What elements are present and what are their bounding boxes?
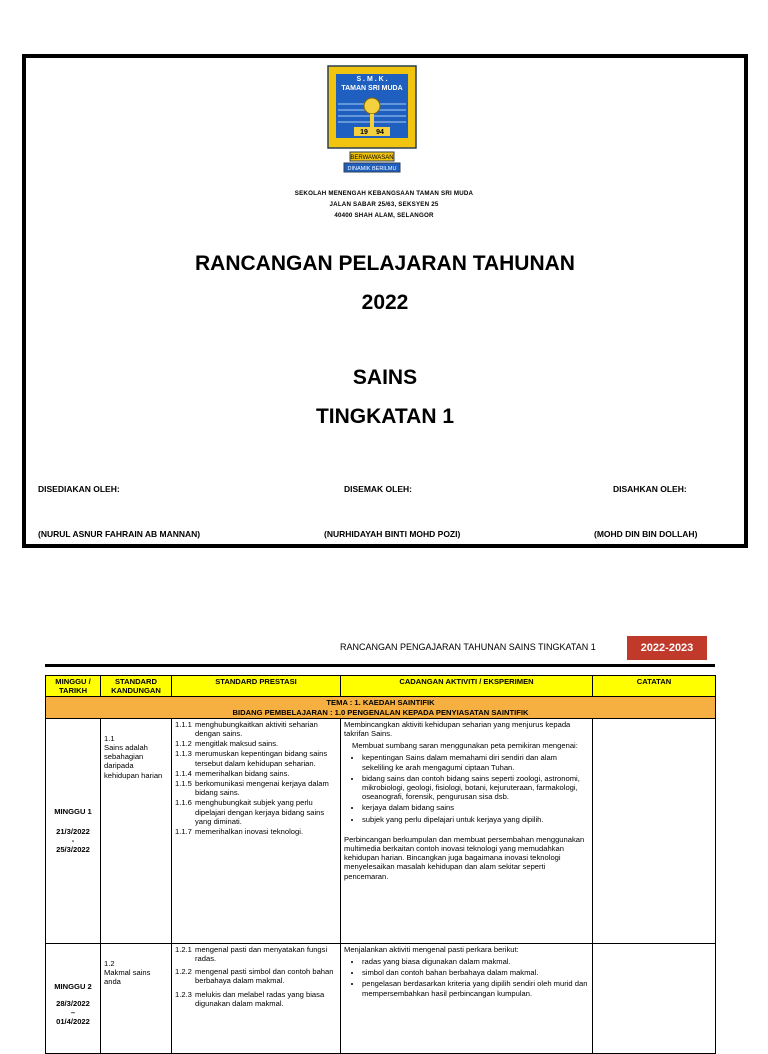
content-standard-cell xyxy=(101,718,172,943)
col-week: MINGGU / TARIKH xyxy=(46,676,101,697)
sp-item: 1.1.1 menghubungkaitkan aktiviti seharian dengan sains. xyxy=(175,719,318,739)
date-to: 25/3/2022 xyxy=(56,845,90,855)
content-standard-number: 1.1 xyxy=(104,733,115,743)
content-standard-text: Sains adalah sebahagian daripada kehidupan harian xyxy=(104,743,163,780)
sp-item: 1.1.6 menghubungkait subjek yang perlu dipelajari dengan kerjaya bidang sains yang diminati. xyxy=(175,798,325,826)
logo-banner-2: DINAMIK BERILMU xyxy=(347,166,397,172)
table-heading: RANCANGAN PENGAJARAN TAHUNAN SAINS TINGKATAN 1 xyxy=(340,642,596,652)
list-item: • simbol dan contoh bahan berbahaya dalam makmal. xyxy=(362,968,589,977)
activity-mindmap: Membuat sumbang saran menggunakan peta pemikiran mengenai: xyxy=(352,741,578,751)
heading-rule xyxy=(45,664,715,667)
activity-group: Perbincangan berkumpulan dan membuat persembahan menggunakan multimedia berkaitan contoh inovasi teknologi yang memudahkan kehidupan harian. Bincangkan juga bagaimana inovasi teknologi menyelesaikan masalah kehidupan dan alam sekitar seperti pencemaran. xyxy=(344,834,585,881)
table-row-week-1 xyxy=(46,718,716,943)
document-title: RANCANGAN PELAJARAN TAHUNAN xyxy=(195,252,575,275)
col-content-standard: STANDARD KANDUNGAN xyxy=(101,676,172,697)
activity-intro: Membincangkan aktiviti kehidupan seharian yang menjurus kepada takrifan Sains. xyxy=(344,719,571,739)
list-item: • bidang sains dan contoh bidang sains seperti zoologi, astronomi, mikrobiologi, geologi, fisiologi, botani, kejuruteraan, farmakologi, oseanografi, forensik, pengurusan sisa dsb. xyxy=(362,774,589,802)
content-standard-number: 1.2 xyxy=(104,958,115,968)
school-city: 40400 SHAH ALAM, SELANGOR xyxy=(334,212,434,219)
school-logo xyxy=(324,64,420,176)
annual-plan-table xyxy=(45,675,716,1054)
list-item: • kepentingan Sains dalam memahami diri sendiri dan alam sekeliling ke arah mengagumi ciptaan Tuhan. xyxy=(362,753,589,771)
performance-standard-cell xyxy=(172,943,341,1053)
week-label: MINGGU 1 xyxy=(54,807,92,817)
week-cell xyxy=(46,943,101,1053)
sp-item: 1.1.2 mengitlak maksud sains. xyxy=(175,739,279,749)
prepared-by-name: (NURUL ASNUR FAHRAIN AB MANNAN) xyxy=(38,529,201,539)
approved-by-label: DISAHKAN OLEH: xyxy=(613,484,687,494)
activity-list xyxy=(344,957,589,998)
notes-cell xyxy=(593,943,716,1053)
theme-text: TEMA : 1. KAEDAH SAINTIFIK xyxy=(326,698,435,708)
checked-by-label: DISEMAK OLEH: xyxy=(344,484,412,494)
date-dash: – xyxy=(70,1008,76,1018)
activities-cell xyxy=(341,943,593,1053)
sp-item: 1.1.5 berkomunikasi mengenai kerjaya dalam bidang sains. xyxy=(175,779,329,798)
theme-row xyxy=(46,697,716,718)
school-street: JALAN SABAR 25/63, SEKSYEN 25 xyxy=(329,201,439,208)
logo-year-left: 19 xyxy=(360,129,368,136)
week-label: MINGGU 2 xyxy=(54,981,92,991)
logo-banner-1: BERWAWASAN xyxy=(350,155,394,161)
sp-item: 1.2.1 mengenal pasti dan menyatakan fungsi radas. xyxy=(175,944,328,964)
checked-by-name: (NURHIDAYAH BINTI MOHD POZI) xyxy=(324,529,461,539)
date-from: 28/3/2022 xyxy=(56,999,90,1009)
form-title: TINGKATAN 1 xyxy=(315,405,455,428)
school-name: SEKOLAH MENENGAH KEBANGSAAN TAMAN SRI MUDA xyxy=(294,190,474,197)
logo-top-text: S . M . K . xyxy=(356,76,388,83)
sp-item: 1.2.2 mengenal pasti simbol dan contoh bahan berbahaya dalam makmal. xyxy=(175,967,334,986)
year-badge: 2022-2023 xyxy=(627,636,707,660)
activity-list xyxy=(344,753,589,823)
col-performance-standard: STANDARD PRESTASI xyxy=(172,676,341,697)
content-standard-text: Makmal sains anda xyxy=(104,968,151,987)
content-standard-cell xyxy=(101,943,172,1053)
list-item: • radas yang biasa digunakan dalam makmal. xyxy=(362,957,589,966)
prepared-by-label: DISEDIAKAN OLEH: xyxy=(38,484,120,494)
sp-item: 1.1.7 memerihalkan inovasi teknologi. xyxy=(175,827,304,837)
logo-name: TAMAN SRI MUDA xyxy=(341,85,403,92)
date-from: 21/3/2022 xyxy=(56,826,90,836)
date-dash: - xyxy=(71,835,75,845)
sp-item: 1.1.3 merumuskan kepentingan bidang sains tersebut dalam kehidupan seharian. xyxy=(175,749,328,768)
col-activities: CADANGAN AKTIVITI / EKSPERIMEN xyxy=(341,676,593,697)
subject-title: SAINS xyxy=(352,366,418,389)
activity-intro: Menjalankan aktiviti mengenal pasti perkara berikut: xyxy=(344,944,519,954)
school-address xyxy=(20,188,748,221)
sp-item: 1.2.3 melukis dan melabel radas yang biasa digunakan dalam makmal. xyxy=(175,989,325,1008)
document-year: 2022 xyxy=(361,291,409,314)
logo-year-right: 94 xyxy=(376,129,384,136)
table-header-row xyxy=(46,676,716,697)
list-item: • subjek yang perlu dipelajari untuk kerjaya yang dipilih. xyxy=(362,815,589,824)
activities-cell xyxy=(341,718,593,943)
table-row-week-2 xyxy=(46,943,716,1053)
performance-standard-cell xyxy=(172,718,341,943)
list-item: • kerjaya dalam bidang sains xyxy=(362,803,589,812)
date-to: 01/4/2022 xyxy=(56,1017,90,1027)
week-cell xyxy=(46,718,101,943)
sp-item: 1.1.4 memerihalkan bidang sains. xyxy=(175,768,290,778)
notes-cell xyxy=(593,718,716,943)
learning-field-text: BIDANG PEMBELAJARAN : 1.0 PENGENALAN KEPADA PENYIASATAN SAINTIFIK xyxy=(232,707,529,717)
approved-by-name: (MOHD DIN BIN DOLLAH) xyxy=(594,529,698,539)
col-notes: CATATAN xyxy=(593,676,716,697)
list-item: • pengelasan berdasarkan kriteria yang dipilih sendiri oleh murid dan mempersembahkan hasil perbincangan kumpulan. xyxy=(362,979,589,997)
